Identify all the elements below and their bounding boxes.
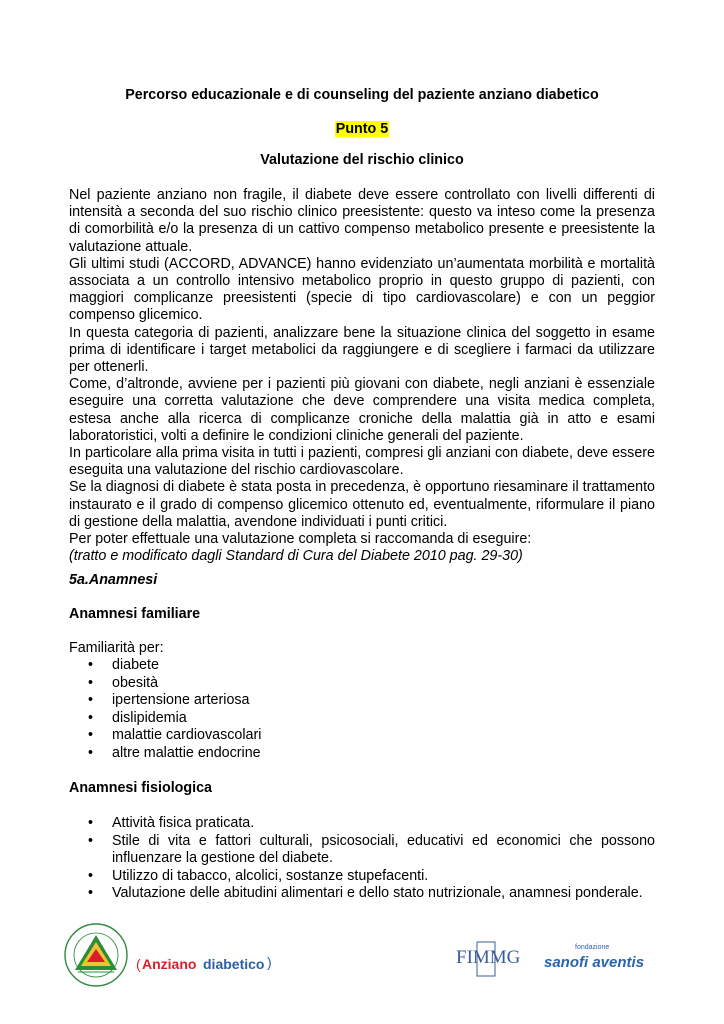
- svg-text:): ): [267, 954, 272, 970]
- section-subtitle: Valutazione del rischio clinico: [260, 152, 464, 168]
- paragraph-4: Come, d’altronde, avviene per i pazienti più giovani con diabete, negli anziani è essenziale eseguire una corretta valutazione che deve comprendere una visita medica completa, estesa anche alla ricerca di complicanze croniche della malattia già in atto e esami laboratoristici, volti a definire le condizioni cliniche generali del paziente.: [69, 376, 655, 444]
- bullet-icon: •: [88, 727, 94, 744]
- diabetico-logo-text: diabetico: [203, 956, 265, 972]
- bullet-icon: •: [88, 674, 94, 691]
- paragraph-5: In particolare alla prima visita in tutti i pazienti, compresi gli anziani con diabete, deve essere eseguita una valutazione del rischio cardiovascolare.: [69, 445, 655, 479]
- bullet-icon: •: [88, 815, 94, 831]
- fondazione-label: fondazione: [575, 944, 610, 951]
- medicine-society-seal-logo: [65, 924, 127, 986]
- footer-logos: [0, 920, 724, 990]
- fimmg-logo-text: FIMMG: [456, 947, 521, 968]
- bullet-icon: •: [88, 709, 94, 726]
- list-item: • altre malattie endocrine: [88, 744, 261, 761]
- bullet-icon: •: [88, 692, 94, 709]
- paragraph-2: Gli ultimi studi (ACCORD, ADVANCE) hanno evidenziato un’aumentata morbilità e mortalità associata a un controllo intensivo metabolico proprio in questo gruppo di pazienti, con maggiori complicanze preesistenti (specie di tipo cardiovascolare) e con un peggior compenso glicemico.: [69, 255, 655, 324]
- list-item: • Valutazione delle abitudini alimentari e dello stato nutrizionale, anamnesi ponderale.: [88, 885, 643, 902]
- footer-logo-strip: [0, 920, 724, 990]
- list-item: • Utilizzo di tabacco, alcolici, sostanze stupefacenti.: [88, 867, 429, 884]
- list-item: • Attività fisica praticata.: [88, 815, 255, 831]
- familiarita-intro: Familiarità per:: [69, 640, 164, 656]
- list-item: • ipertensione arteriosa: [88, 692, 250, 709]
- fisiologica-list: [69, 815, 655, 903]
- sanofi-logo-text: sanofi aventis: [544, 954, 645, 971]
- bullet-icon: •: [88, 885, 94, 902]
- source-note: (tratto e modificato dagli Standard di Cura del Diabete 2010 pag. 29-30): [69, 548, 523, 565]
- anziano-logo-text: Anziano: [142, 956, 197, 972]
- paragraph-7: Per poter effettuale una valutazione completa si raccomanda di eseguire:: [69, 531, 532, 548]
- anamnesi-familiare-heading: Anamnesi familiare: [69, 606, 201, 622]
- paragraph-6: Se la diagnosi di diabete è stata posta in precedenza, è opportuno riesaminare il trattamento instaurato e il grado di compenso glicemico ottenuto ed, eventualmente, riformulare il piano di gestione della malattia, avendone individuati i punti critici.: [69, 479, 655, 530]
- fimmg-logo: [456, 942, 521, 976]
- list-item: • obesità: [88, 674, 159, 691]
- paragraph-3: In questa categoria di pazienti, analizzare bene la situazione clinica del soggetto in esame prima di identificare i target metabolici da raggiungere e di scegliere i farmaci da utilizzare per ottenerli.: [69, 324, 655, 376]
- list-item: • dislipidemia: [88, 709, 187, 726]
- bullet-icon: •: [88, 832, 94, 849]
- body-text: [69, 187, 655, 565]
- bullet-icon: •: [88, 657, 94, 673]
- document-title: Percorso educazionale e di counseling del paziente anziano diabetico: [125, 87, 599, 103]
- sanofi-aventis-logo: [544, 944, 644, 971]
- anamnesi-fisiologica-heading: Anamnesi fisiologica: [69, 780, 213, 796]
- list-item: • Stile di vita e fattori culturali, psicosociali, educativi ed economici che possono influenzare la gestione del diabete.: [88, 832, 655, 867]
- list-item: • malattie cardiovascolari: [88, 727, 262, 744]
- svg-text:(: (: [136, 956, 141, 972]
- bullet-icon: •: [88, 867, 94, 884]
- section-anamnesi-heading: 5a.Anamnesi: [69, 572, 158, 588]
- bullet-icon: •: [88, 744, 94, 761]
- familiarita-list: [69, 657, 655, 763]
- paragraph-1: Nel paziente anziano non fragile, il diabete deve essere controllato con livelli differenti di intensità a seconda del suo rischio clinico preesistente: questo va inteso come la presenza di comorbilità e/o la presenza di un cattivo compenso metabolico presente e preesistente la valutazione attuale.: [69, 187, 655, 255]
- list-item: • diabete: [88, 657, 159, 673]
- punto-heading: [0, 121, 724, 137]
- punto-label: Punto 5: [335, 121, 389, 137]
- anziano-diabetico-logo: [136, 954, 272, 972]
